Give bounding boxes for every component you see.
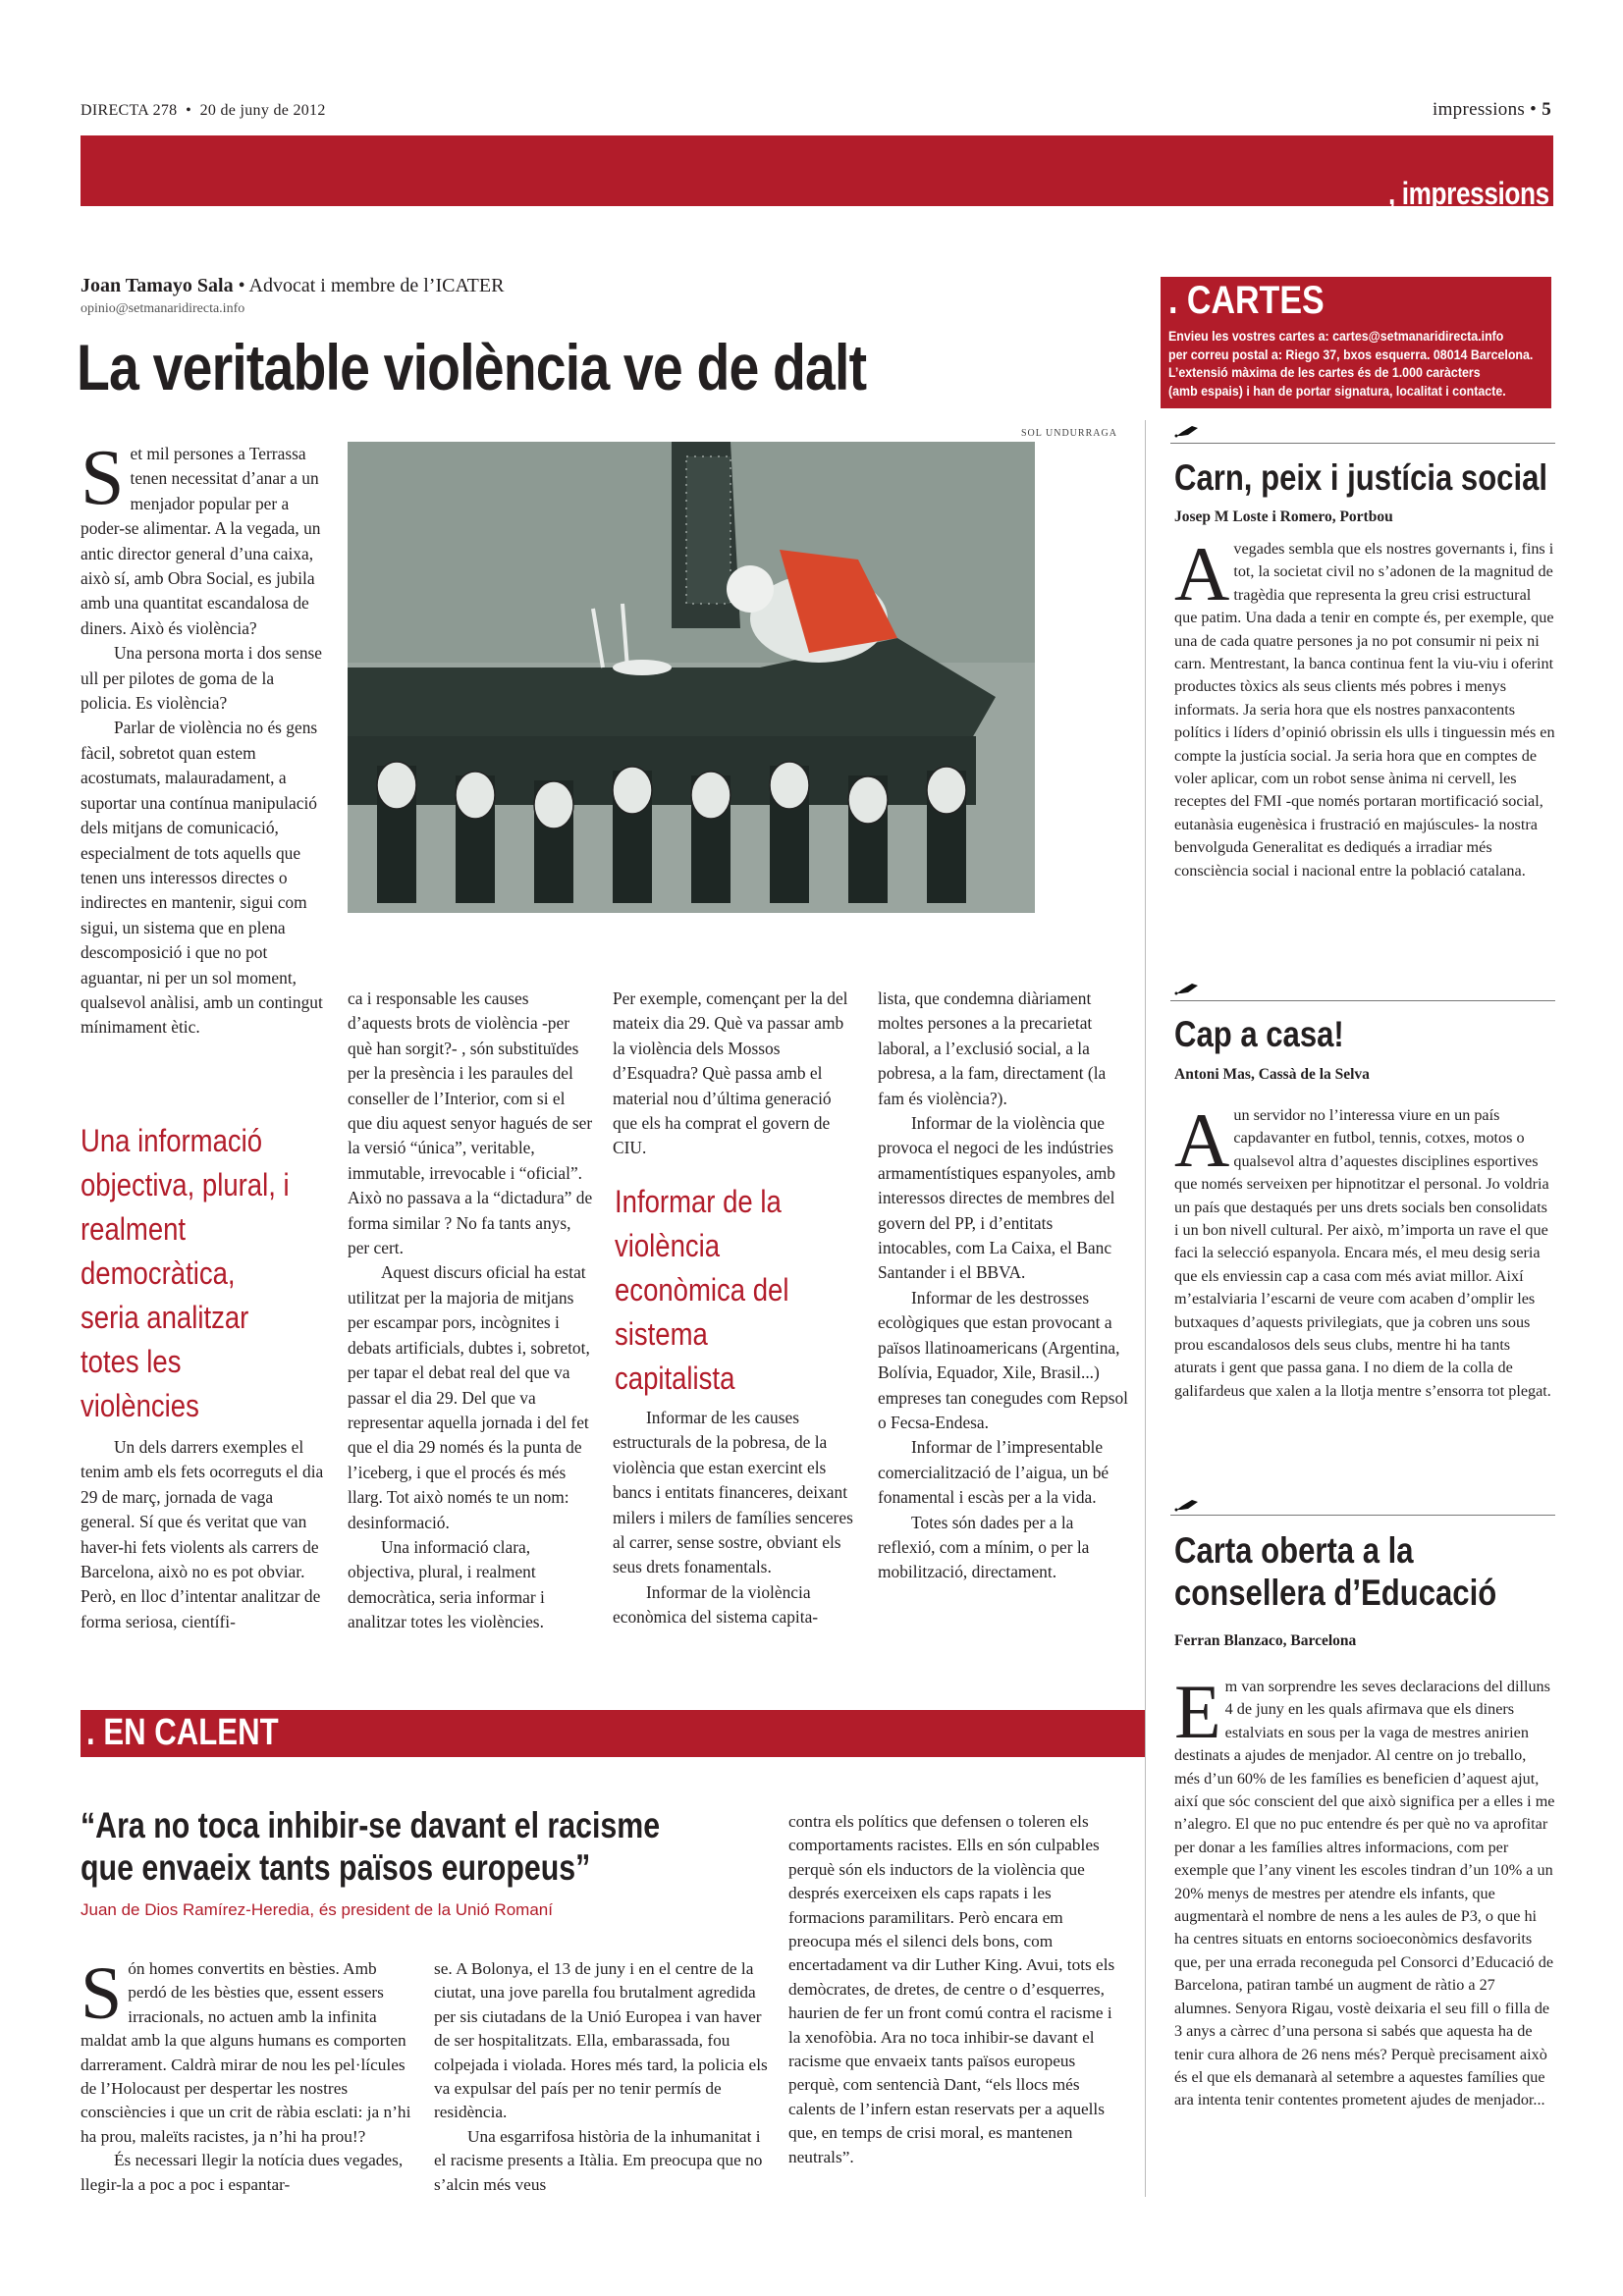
column-divider	[1145, 420, 1146, 2197]
article-paragraph: Aquest discurs oficial ha estat utilitzat per la majoria de mitjans per escampar pors, incògnites i debats artificials, dubtes i, sobretot, per tapar el debat real del que va passar el dia 29. Del que va representar aquella jornada i del fet que el dia 29 només és la punta de l’iceberg, i que el procés és més llarg. Tot això només te un nom: desinformació.	[348, 1262, 590, 1532]
article-illustration	[348, 442, 1035, 913]
article-paragraph: Una informació clara, objectiva, plural, i realment democràtica, seria informar i analitzar totes les violències.	[348, 1536, 545, 1632]
issue-info	[81, 102, 326, 120]
letter-author: Ferran Blanzaco, Barcelona	[1174, 1632, 1357, 1649]
en-calent-column-2	[434, 1957, 768, 2197]
cartes-email-line: Envieu les vostres cartes a: cartes@setmanaridirecta.info	[1168, 329, 1504, 344]
letter-author: Antoni Mas, Cassà de la Selva	[1174, 1066, 1370, 1083]
letter-author: Josep M Loste i Romero, Portbou	[1174, 508, 1393, 525]
author-email[interactable]: opinio@setmanaridirecta.info	[81, 301, 245, 316]
section-name: impressions	[1433, 99, 1526, 120]
issue-date: 20 de juny de 2012	[199, 102, 326, 119]
en-calent-column-1	[81, 1952, 414, 2197]
article-paragraph: Un dels darrers exemples el tenim amb els fets ocorreguts el dia 29 de març, jornada de vaga general. Sí que és veritat que van haver-hi fets violents als carrers de Barcelona, això no es pot obviar. Però, en lloc d’intentar analitzar de forma seriosa, científi-	[81, 1437, 324, 1631]
article-paragraph: És necessari llegir la notícia dues vegades, llegir-la a poc a poc i espantar-	[81, 2151, 404, 2194]
en-calent-banner	[81, 1710, 1145, 1757]
article-column-1-continued	[81, 1435, 326, 1634]
letter-body: Em van sorprendre les seves declaracions del dilluns 4 de juny en les quals afirmava que els diners estalviats en sous per la vaga de mestres anirien destinats a ajudes de menjador. Al centre on jo treballo, més d’un 60% de les famílies es beneficien d’aquest ajut, així que sóc conscient del que això significa per a elles i me n’alegro. El que no puc entendre és per què no va aprofitar per donar a les famílies altres informacions, com per exemple que l’any vinent les escoles tindran d’un 10% a un 20% menys de mestres per atendre els infants, que augmentarà el nombre de nens a les aules de P3, o que hi ha centres situats en entorns socioeconòmics desfavorits que, per una errada reconeguda pel Consorci d’Educació de Barcelona, patiran també un augment de ràtio a 27 alumnes. Senyora Rigau, vostè deixaria el seu fill o filla de 3 anys a càrrec d’una persona si sabés que aquesta ha de tenir cura alhora de 26 nens més? Perquè precisament això és el que els demanarà al setembre a aquestes famílies que ara intenta tenir contentes prometent ajudes de menjador...	[1174, 1669, 1555, 2109]
divider	[1170, 443, 1555, 444]
letter-title-line: Carta oberta a la	[1174, 1530, 1414, 1571]
section-banner-label: , impressions	[1388, 176, 1549, 211]
letter-title-line: consellera d’Educació	[1174, 1573, 1497, 1613]
article-paragraph: Són homes convertits en bèsties. Amb perdó de les bèsties que, essent essers irracionals, no actuen amb la infinita maldat amb la que alguns humans es comporten darrerament. Caldrà mirar de nou les pel·lícules de l’Holocaust per despertar les nostres consciències i que un crit de ràbia esclati: ja n’hi ha prou, maleïts racistes, ja n’hi ha prou!?	[81, 1952, 411, 2146]
article-column-3	[613, 987, 858, 1161]
pen-icon	[1174, 982, 1200, 995]
divider	[1170, 1000, 1555, 1001]
page-section	[1433, 99, 1551, 121]
en-calent-column-3	[788, 1810, 1127, 2169]
drop-cap: A	[1174, 531, 1230, 616]
article-paragraph: contra els polítics que defensen o toleren els comportaments racistes. Ells en són culpables perquè són els inductors de la violència que després exerceixen els caps rapats i les formacions paramilitars. Però encara em preocupa més el silenci dels bons, com encertadament va dir Luther King. Avui, tots els demòcrates, de dretes, de centre o d’esquerres, haurien de fer un front comú contra el racisme i la xenofòbia. Ara no toca inhibir-se davant el racisme que envaeix tants països europeus perquè, com sentencià Dant, “els llocs més calents de l’infern estan reservats per a aquells que, en temps de crisi moral, es mantenen neutrals”.	[788, 1812, 1115, 2166]
cartes-length-line: L’extensió màxima de les cartes és de 1.000 caràcters	[1168, 365, 1481, 380]
drop-cap: A	[1174, 1097, 1230, 1183]
article-byline: Joan Tamayo Sala • Advocat i membre de l’ICATER	[81, 275, 505, 296]
pull-quote: Informar de la violència econòmica del sistema capitalista	[615, 1184, 789, 1396]
separator: •	[186, 102, 191, 119]
en-calent-author: Juan de Dios Ramírez-Heredia, és president de la Unió Romaní	[81, 1900, 553, 1919]
en-calent-headline	[81, 1804, 660, 1889]
article-paragraph: Informar de la violència que provoca el negoci de les indústries armamentístiques espanyoles, amb interessos directes de membres del govern del PP, i d’entitats intocables, com La Caixa, el Banc Santander i el BBVA.	[878, 1113, 1115, 1283]
headline-line: “Ara no toca inhibir-se davant el racisme	[81, 1805, 661, 1845]
article-column-4	[878, 987, 1128, 1585]
author-name: Joan Tamayo Sala	[81, 275, 234, 296]
article-paragraph: Informar de les destrosses ecològiques que estan provocant a països llatinoamericans (Argentina, Bolívia, Equador, Xile, Brasil...) empreses tan conegudes com Repsol o Fecsa-Endesa.	[878, 1287, 1128, 1432]
article-column-1	[81, 435, 326, 1041]
cartes-box	[1161, 277, 1551, 408]
article-paragraph: Informar de la violència econòmica del sistema capita-	[613, 1581, 819, 1628]
letter-body: Avegades sembla que els nostres governants i, fins i tot, la societat civil no s’adonen de la magnitud de tragèdia que representa la greu crisi estructural que patim. Una dada a tenir en compte és, per exemple, que una de cada quatre persones ja no pot consumir ni peix ni carn. Mentrestant, la banca continua fent la viu-viu i oferint productes tòxics als seus clients més pobres i menys informats. Ja seria hora que els nostres panxacontents polítics i líders d’opinió obrissin els ulls i tinguessin més en compte la justícia social. Ja seria hora que en comptes de voler aplicar, com un robot sense ànima ni cervell, les receptes del FMI -que només portaran mortificació social, eutanàsia eugenèsica i frustració en majúscules- la nostra benvolguda Generalitat es dediqués a irradiar més consciència social i nacional entre la població catalana.	[1174, 531, 1555, 880]
article-column-2	[348, 987, 593, 1635]
letter-title: Carn, peix i justícia social	[1174, 457, 1548, 498]
pen-icon	[1174, 1498, 1200, 1512]
author-role: Advocat i membre de l’ICATER	[248, 275, 505, 296]
en-calent-title: . EN CALENT	[86, 1712, 279, 1753]
article-paragraph: Totes són dades per a la reflexió, com a mínim, o per la mobilització, directament.	[878, 1512, 1090, 1582]
article-paragraph: se. A Bolonya, el 13 de juny i en el centre de la ciutat, una jove parella fou brutalment agredida per sis ciutadans de la Unió Europea i van haver de ser hospitalitzats. Ella, embarassada, fou colpejada i violada. Hores més tard, la policia els va expulsar del país per no tenir permís de residència.	[434, 1959, 768, 2122]
separator: •	[1530, 99, 1538, 120]
cartes-address-line: per correu postal a: Riego 37, bxos esquerra. 08014 Barcelona.	[1168, 347, 1534, 362]
article-paragraph: Per exemple, començant per la del mateix dia 29. Què va passar amb la violència dels Mossos d’Esquadra? Què passa amb el material nou d’última generació que els ha comprat el govern de CIU.	[613, 988, 848, 1158]
cartes-title: . CARTES	[1168, 279, 1325, 322]
article-column-3-continued	[613, 1406, 858, 1630]
pull-quote: Una informació objectiva, plural, i realment democràtica, seria analitzar totes les violències	[81, 1123, 290, 1423]
cartes-info	[1168, 328, 1547, 400]
headline-line: que envaeix tants països europeus”	[81, 1847, 591, 1888]
article-paragraph: Parlar de violència no és gens fàcil, sobretot quan estem acostumats, malauradament, a suportar una contínua manipulació dels mitjans de comunicació, especialment de tots aquells que tenen uns interessos directes o indirectes en mantenir, sigui com sigui, un sistema que en plena descomposició i que no pot aguantar, ni per un sol moment, qualsevol anàlisi, amb un contingut mínimament ètic.	[81, 718, 323, 1038]
cartes-requirements-line: (amb espais) i han de portar signatura, localitat i contacte.	[1168, 383, 1506, 399]
drop-cap: S	[81, 1952, 123, 2035]
pen-icon	[1174, 424, 1200, 438]
section-banner	[81, 135, 1553, 211]
illustration-graphic	[348, 442, 1035, 913]
article-headline: La veritable violència ve de dalt	[77, 331, 867, 403]
article-paragraph: Una persona morta i dos sense ull per pilotes de goma de la policia. Es violència?	[81, 643, 323, 714]
divider	[1170, 1515, 1555, 1516]
page-number: 5	[1542, 99, 1551, 120]
letter-title	[1174, 1529, 1496, 1614]
article-paragraph: Informar de l’impresentable comercialització de l’aigua, un bé fonamental i escàs per a la vida.	[878, 1437, 1109, 1508]
article-paragraph: Informar de les causes estructurals de la pobresa, de la violència que estan exercint els bancs i entitats financeres, deixant milers i milers de famílies senceres al carrer, sense sostre, obviant els seus drets fonamentals.	[613, 1408, 853, 1577]
drop-cap: E	[1174, 1669, 1221, 1754]
article-paragraph: Una esgarrifosa història de la inhumanitat i el racisme presents a Itàlia. Em preocupa que no s’alcin més veus	[434, 2126, 763, 2194]
article-paragraph: Set mil persones a Terrassa tenen necessitat d’anar a un menjador popular per a poder-se alimentar. A la vegada, un antic director general d’una caixa, això sí, amb Obra Social, es jubila amb una quantitat escandalosa de diners. Això és violència?	[81, 435, 321, 638]
image-credit: SOL UNDURRAGA	[1021, 428, 1117, 439]
article-paragraph: ca i responsable les causes d’aquests brots de violència -per què han sorgit?- , són substituïdes per la presència i les paraules del conseller de l’Interior, com si el que diu aquest senyor hagués de ser la versió “única”, veritable, immutable, irrevocable i “oficial”. Això no passava a la “dictadura” de forma similar ? No fa tants anys, per cert.	[348, 988, 593, 1258]
issue-number: DIRECTA 278	[81, 102, 178, 119]
letter-title: Cap a casa!	[1174, 1014, 1344, 1054]
drop-cap: S	[81, 435, 125, 521]
letter-body: Aun servidor no l’interessa viure en un país capdavanter en futbol, tennis, cotxes, motos o qualsevol altra d’aquestes disciplines esportives que només serveixen per hipnotitzar el personal. Jo voldria un país que destaqués per uns drets socials ben consolidats i un bon nivell cultural. Per això, m’importa un rave el que faci la selecció espanyola. Encara més, el meu desig seria que els enviessin cap a casa com més aviat millor. Així m’estalviaria l’escarni de veure com acaben d’omplir les butxaques d’aquests privilegiats, que ja cobren uns sous prou escandalosos dels seus clubs, mentre hi ha tants aturats i gent que passa gana. I no diem de la colla de galifardeus que xalen a la llotja mentre s’ensorra tot plegat.	[1174, 1097, 1551, 1400]
article-paragraph: lista, que condemna diàriament moltes persones a la precarietat laboral, a l’exclusió social, a la pobresa, a la fam, directament (la fam és violència?).	[878, 988, 1107, 1108]
